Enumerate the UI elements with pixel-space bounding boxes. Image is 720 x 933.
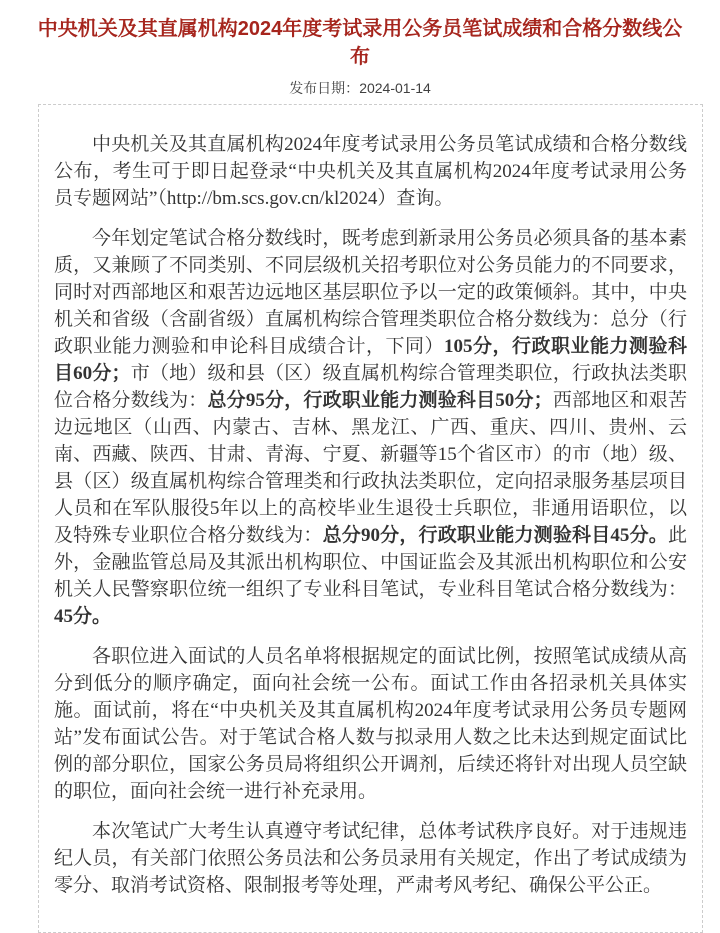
publish-date	[0, 79, 720, 97]
text-run: 今年划定笔试合格分数线时，既考虑到新录用公务员必须具备的基本素质，又兼顾了不同类别、不同层级机关招考职位对公务员能力的不同要求，同时对西部地区和艰苦边远地区基层职位予以一定的政策倾斜。其中，中央机关和省级（含副省级）直属机构综合管理类职位合格分数线为：总分（行政职业能力测验和申论科目成绩合计，下同）	[54, 228, 687, 357]
bold-text-run: 总分95分，行政职业能力测验科目50分；	[207, 390, 553, 411]
text-run: 市（地）级和县（区）级直属机构综合管理类职位，行政执法类职位合格分数线为：	[54, 363, 687, 411]
paragraph	[54, 225, 687, 630]
paragraph	[54, 818, 687, 899]
text-run: 此外，金融监管总局及其派出机构职位、中国证监会及其派出机构职位和公安机关人民警察职位统一组织了专业科目笔试，专业科目笔试合格分数线为：	[54, 525, 687, 600]
text-run: 西部地区和艰苦边远地区（山西、内蒙古、吉林、黑龙江、广西、重庆、四川、贵州、云南、西藏、陕西、甘肃、青海、宁夏、新疆等15个省区市）的市（地）级、县（区）级直属机构综合管理类和行政执法类职位，定向招录服务基层项目人员和在军队服役5年以上的高校毕业生退役士兵职位，非通用语职位，以及特殊专业职位合格分数线为：	[54, 390, 687, 546]
text-run: 中央机关及其直属机构2024年度考试录用公务员笔试成绩和合格分数线公布，考生可于即日起登录“中央机关及其直属机构2024年度考试录用公务员专题网站”（http://bm.scs.gov.cn/kl2024）查询。	[54, 134, 687, 209]
paragraph	[54, 131, 687, 212]
paragraph	[54, 643, 687, 805]
bold-text-run: 45分。	[54, 606, 112, 627]
text-run: 各职位进入面试的人员名单将根据规定的面试比例，按照笔试成绩从高分到低分的顺序确定，面向社会统一公布。面试工作由各招录机关具体实施。面试前，将在“中央机关及其直属机构2024年度考试录用公务员专题网站”发布面试公告。对于笔试合格人数与拟录用人数之比未达到规定面试比例的部分职位，国家公务员局将组织公开调剂，后续还将针对出现人员空缺的职位，面向社会统一进行补充录用。	[54, 646, 687, 802]
publish-date-value: 2024-01-14	[359, 80, 431, 96]
page-title: 中央机关及其直属机构2024年度考试录用公务员笔试成绩和合格分数线公布	[37, 18, 683, 68]
paragraphs	[54, 131, 687, 899]
bold-text-run: 105分，行政职业能力测验科目60分；	[54, 336, 687, 384]
publish-date-label: 发布日期：	[289, 80, 360, 96]
text-run: 本次笔试广大考生认真遵守考试纪律，总体考试秩序良好。对于违规违纪人员，有关部门依照公务员法和公务员录用有关规定，作出了考试成绩为零分、取消考试资格、限制报考等处理，严肃考风考纪、确保公平公正。	[54, 821, 687, 896]
bold-text-run: 总分90分，行政职业能力测验科目45分。	[322, 525, 668, 546]
announcement-content-box	[38, 104, 703, 933]
page	[0, 15, 720, 896]
